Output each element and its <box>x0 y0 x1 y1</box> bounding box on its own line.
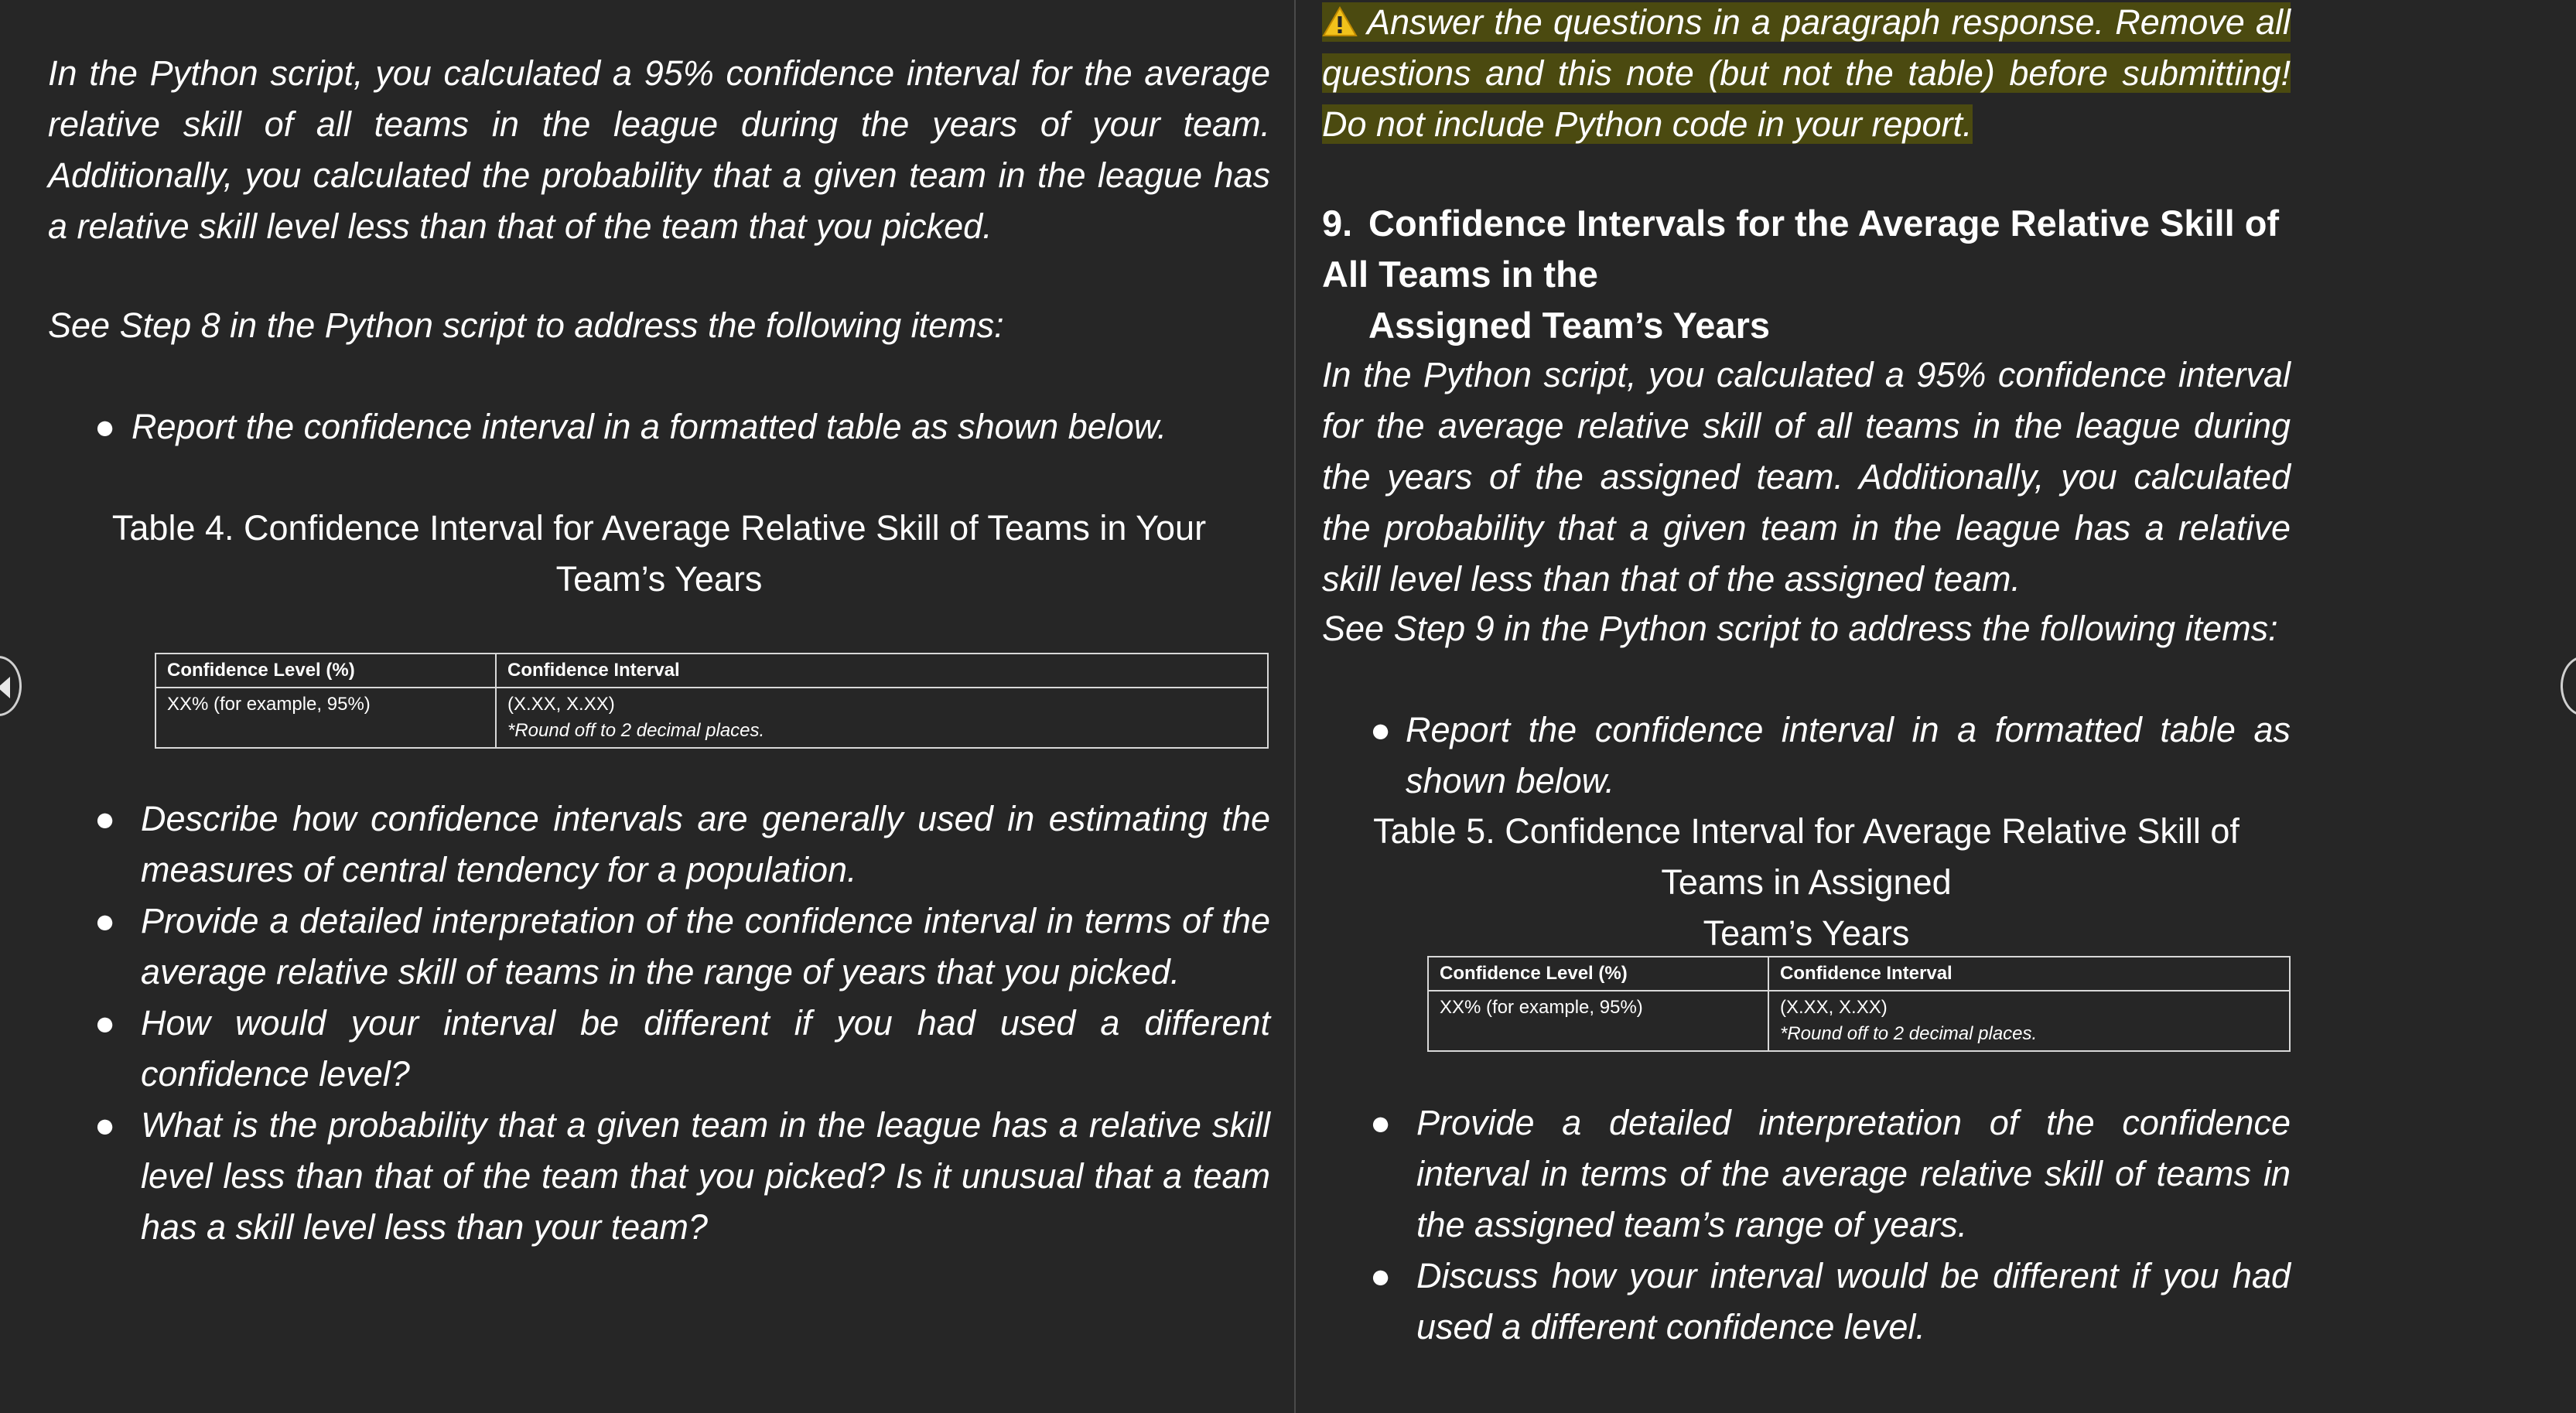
table-cell-interval <box>496 688 1268 748</box>
warning-note: Answer the questions in a paragraph response. Remove all questions and this note (but not the table) before submitting! Do not include Python code in your report. <box>1322 2 2291 144</box>
table-4-caption-line2: Team’s Years <box>555 559 763 599</box>
column-header: Confidence Level (%) <box>1428 957 1768 991</box>
rounding-note: *Round off to 2 decimal places. <box>507 720 765 741</box>
left-question-bullet-list <box>94 794 1270 1253</box>
left-step-note: See Step 8 in the Python script to address the following items: <box>48 305 1004 345</box>
right-report-bullet-list <box>1370 705 2291 807</box>
list-item: ● What is the probability that a given team in the league has a relative skill level less than that of the team that you picked? Is it unusual that a team has a skill level less than your team? <box>94 1105 1270 1247</box>
right-page <box>1296 0 2576 1413</box>
warning-triangle-icon <box>1322 6 1358 37</box>
table-row <box>1428 991 2290 1051</box>
chevron-left-icon <box>0 677 10 698</box>
table-header-row <box>155 654 1268 688</box>
column-header: Confidence Interval <box>496 654 1268 688</box>
list-item: ● Provide a detailed interpretation of the confidence interval in terms of the average relative skill of teams in the assigned team’s range of years. <box>1370 1103 2291 1244</box>
left-report-bullet-list <box>94 401 1270 452</box>
table-header-row <box>1428 957 2290 991</box>
section-heading <box>1322 198 2291 351</box>
list-item: ● Report the confidence interval in a formatted table as shown below. <box>1370 710 2291 800</box>
interval-value: (X.XX, X.XX) <box>1780 997 1888 1018</box>
list-item: ● Describe how confidence intervals are generally used in estimating the measures of central tendency for a population. <box>94 799 1270 889</box>
table-5 <box>1427 956 2291 1052</box>
list-item: ● Provide a detailed interpretation of the confidence interval in terms of the average relative skill of teams in the range of years that you picked. <box>94 901 1270 991</box>
table-5-caption-line1: Table 5. Confidence Interval for Average Relative Skill of Teams in Assigned <box>1373 811 2239 902</box>
table-5-caption-line2: Team’s Years <box>1703 913 1910 953</box>
interval-value: (X.XX, X.XX) <box>507 694 615 715</box>
table-5-caption <box>1322 806 2291 959</box>
table-4-caption <box>48 503 1270 605</box>
right-step-note: See Step 9 in the Python script to address the following items: <box>1322 609 2278 648</box>
column-header: Confidence Level (%) <box>155 654 496 688</box>
right-intro-paragraph: In the Python script, you calculated a 95% confidence interval for the average relative skill of all teams in the league during the years of the assigned team. Additionally, you calculated the probability that a given team in the league has a relative skill level less than that of the assigned team. <box>1322 355 2291 599</box>
list-item: ● Discuss how your interval would be different if you had used a different confidence level. <box>1370 1256 2291 1346</box>
table-cell-interval <box>1768 991 2290 1051</box>
table-cell-level: XX% (for example, 95%) <box>155 688 496 748</box>
section-heading-line2: Assigned Team’s Years <box>1368 305 1771 346</box>
column-header: Confidence Interval <box>1768 957 2290 991</box>
table-4 <box>155 653 1269 749</box>
table-cell-level: XX% (for example, 95%) <box>1428 991 1768 1051</box>
section-heading-line1: Confidence Intervals for the Average Relative Skill of All Teams in the <box>1322 203 2280 295</box>
right-question-bullet-list <box>1370 1097 2291 1353</box>
table-row <box>155 688 1268 748</box>
list-item: ● How would your interval be different if you had used a different confidence level? <box>94 1003 1270 1094</box>
left-intro-paragraph: In the Python script, you calculated a 95% confidence interval for the average relative skill of all teams in the league during the years of your team. Additionally, you calculated the probability that a given team in the league has a relative skill level less than that of the team that you picked. <box>48 53 1270 246</box>
section-number: 9. <box>1322 203 1353 244</box>
table-4-caption-line1: Table 4. Confidence Interval for Average Relative Skill of Teams in Your <box>111 508 1207 548</box>
rounding-note: *Round off to 2 decimal places. <box>1780 1023 2038 1044</box>
list-item: ● Report the confidence interval in a formatted table as shown below. <box>94 407 1167 446</box>
